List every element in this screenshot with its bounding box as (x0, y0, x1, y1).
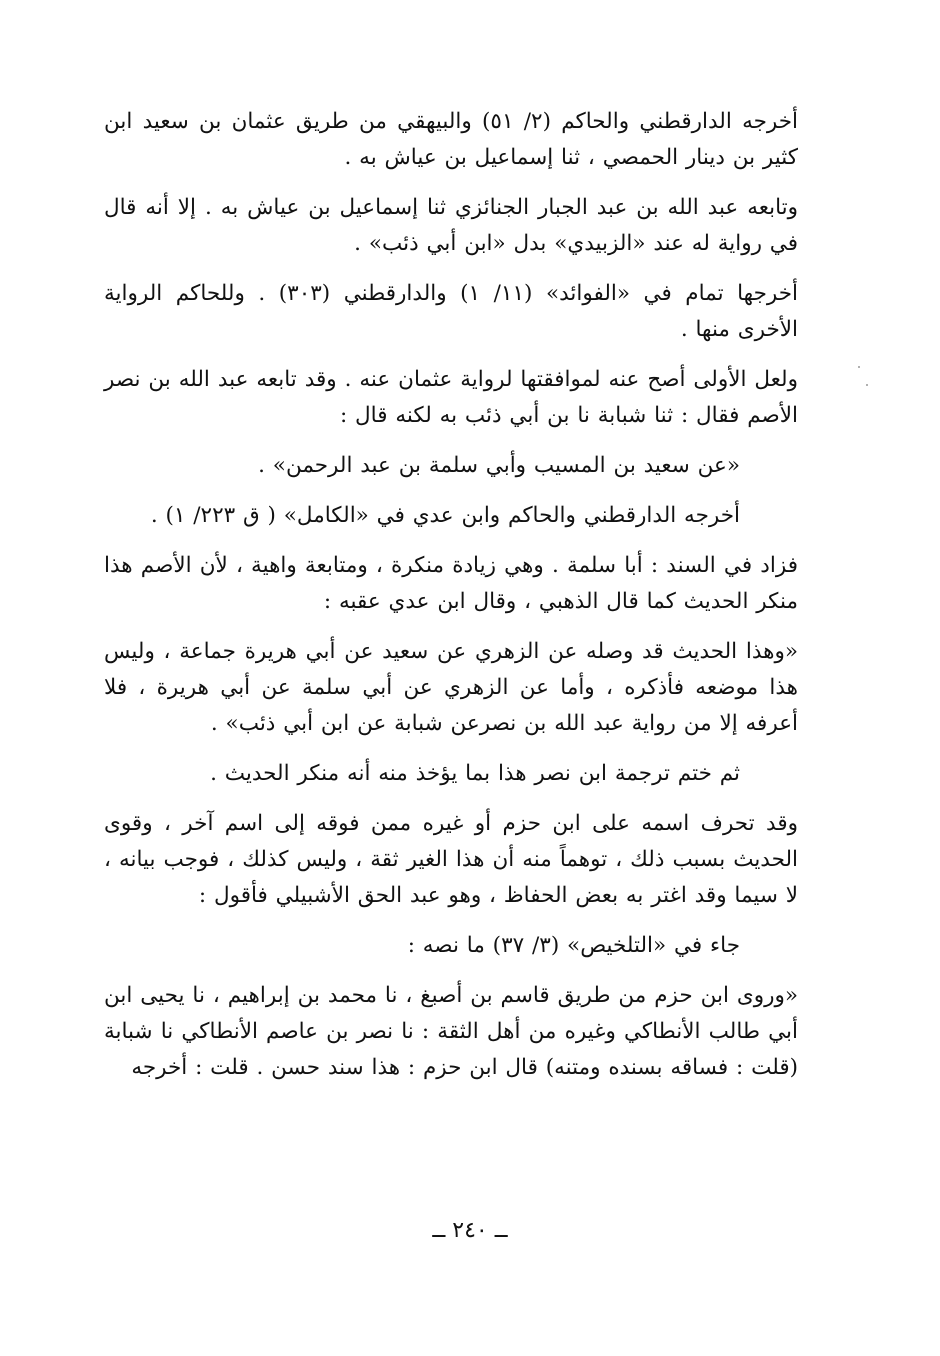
paragraph-7: فزاد في السند : أبا سلمة . وهي زيادة منكرة ، ومتابعة واهية ، لأن الأصم هذا منكر الحديث كما قال الذهبي ، وقال ابن عدي عقبه : (104, 553, 798, 614)
scan-speck (866, 384, 868, 386)
paragraph-6: أخرجه الدارقطني والحاكم وابن عدي في «الكامل» ( ق ٢٢٣/ ١) . (150, 503, 740, 528)
paragraph-1: أخرجه الدارقطني والحاكم (٢/ ٥١) والبيهقي من طريق عثمان بن سعيد ابن كثير بن دينار الحمصي ، ثنا إسماعيل بن عياش به . (104, 109, 799, 170)
paragraph-2: وتابعه عبد الله بن عبد الجبار الجنائزي ثنا إسماعيل بن عياش به . إلا أنه قال في رواية له عند «الزبيدي» بدل «ابن أبي ذئب» . (104, 195, 798, 256)
paragraph-11: جاء في «التلخيص» (٣/ ٣٧) ما نصه : (407, 933, 740, 958)
paragraph-9: ثم ختم ترجمة ابن نصر هذا بما يؤخذ منه أنه منكر الحديث . (210, 761, 740, 786)
body-text (104, 104, 798, 1100)
paragraph-4: ولعل الأولى أصح عنه لموافقتها لرواية عثمان عنه . وقد تابعه عبد الله بن نصر الأصم فقال : ثنا شبابة نا بن أبي ذئب به لكنه قال : (104, 367, 798, 428)
paragraph-8-quote: «وهذا الحديث قد وصله عن الزهري عن سعيد عن أبي هريرة جماعة ، وليس هذا موضعه فأذكره ، وأما عن الزهري عن أبي سلمة عن أبي هريرة ، فلا أعرفه إلا من رواية عبد الله بن نصرعن شبابة عن ابن أبي ذئب» . (104, 639, 798, 736)
paragraph-3: أخرجها تمام في «الفوائد» (١١/ ١) والدارقطني (٣٠٣) . وللحاكم الرواية الأخرى منها . (104, 281, 798, 342)
scan-speck (858, 366, 860, 368)
paragraph-12-quote: «وروى ابن حزم من طريق قاسم بن أصبغ ، نا محمد بن إبراهيم ، نا يحيى ابن أبي طالب الأنطاكي وغيره من أهل الثقة : نا نصر بن عاصم الأنطاكي نا شبابة (قلت : فساقه بسنده ومتنه) قال ابن حزم : هذا سند حسن . قلت : أخرجه (104, 983, 798, 1080)
paragraph-5-quote: «عن سعيد بن المسيب وأبي سلمة بن عبد الرحمن» . (258, 453, 740, 478)
paragraph-10: وقد تحرف اسمه على ابن حزم أو غيره ممن فوقه إلى اسم آخر ، وقوى الحديث بسبب ذلك ، توهماً منه أن هذا الغير ثقة ، وليس كذلك ، فوجب بيانه ، لا سيما وقد اغتر به بعض الحفاظ ، وهو عبد الحق الأشبيلي فأقول : (104, 811, 798, 908)
page-number: ــ ٢٤٠ ــ (432, 1218, 508, 1243)
